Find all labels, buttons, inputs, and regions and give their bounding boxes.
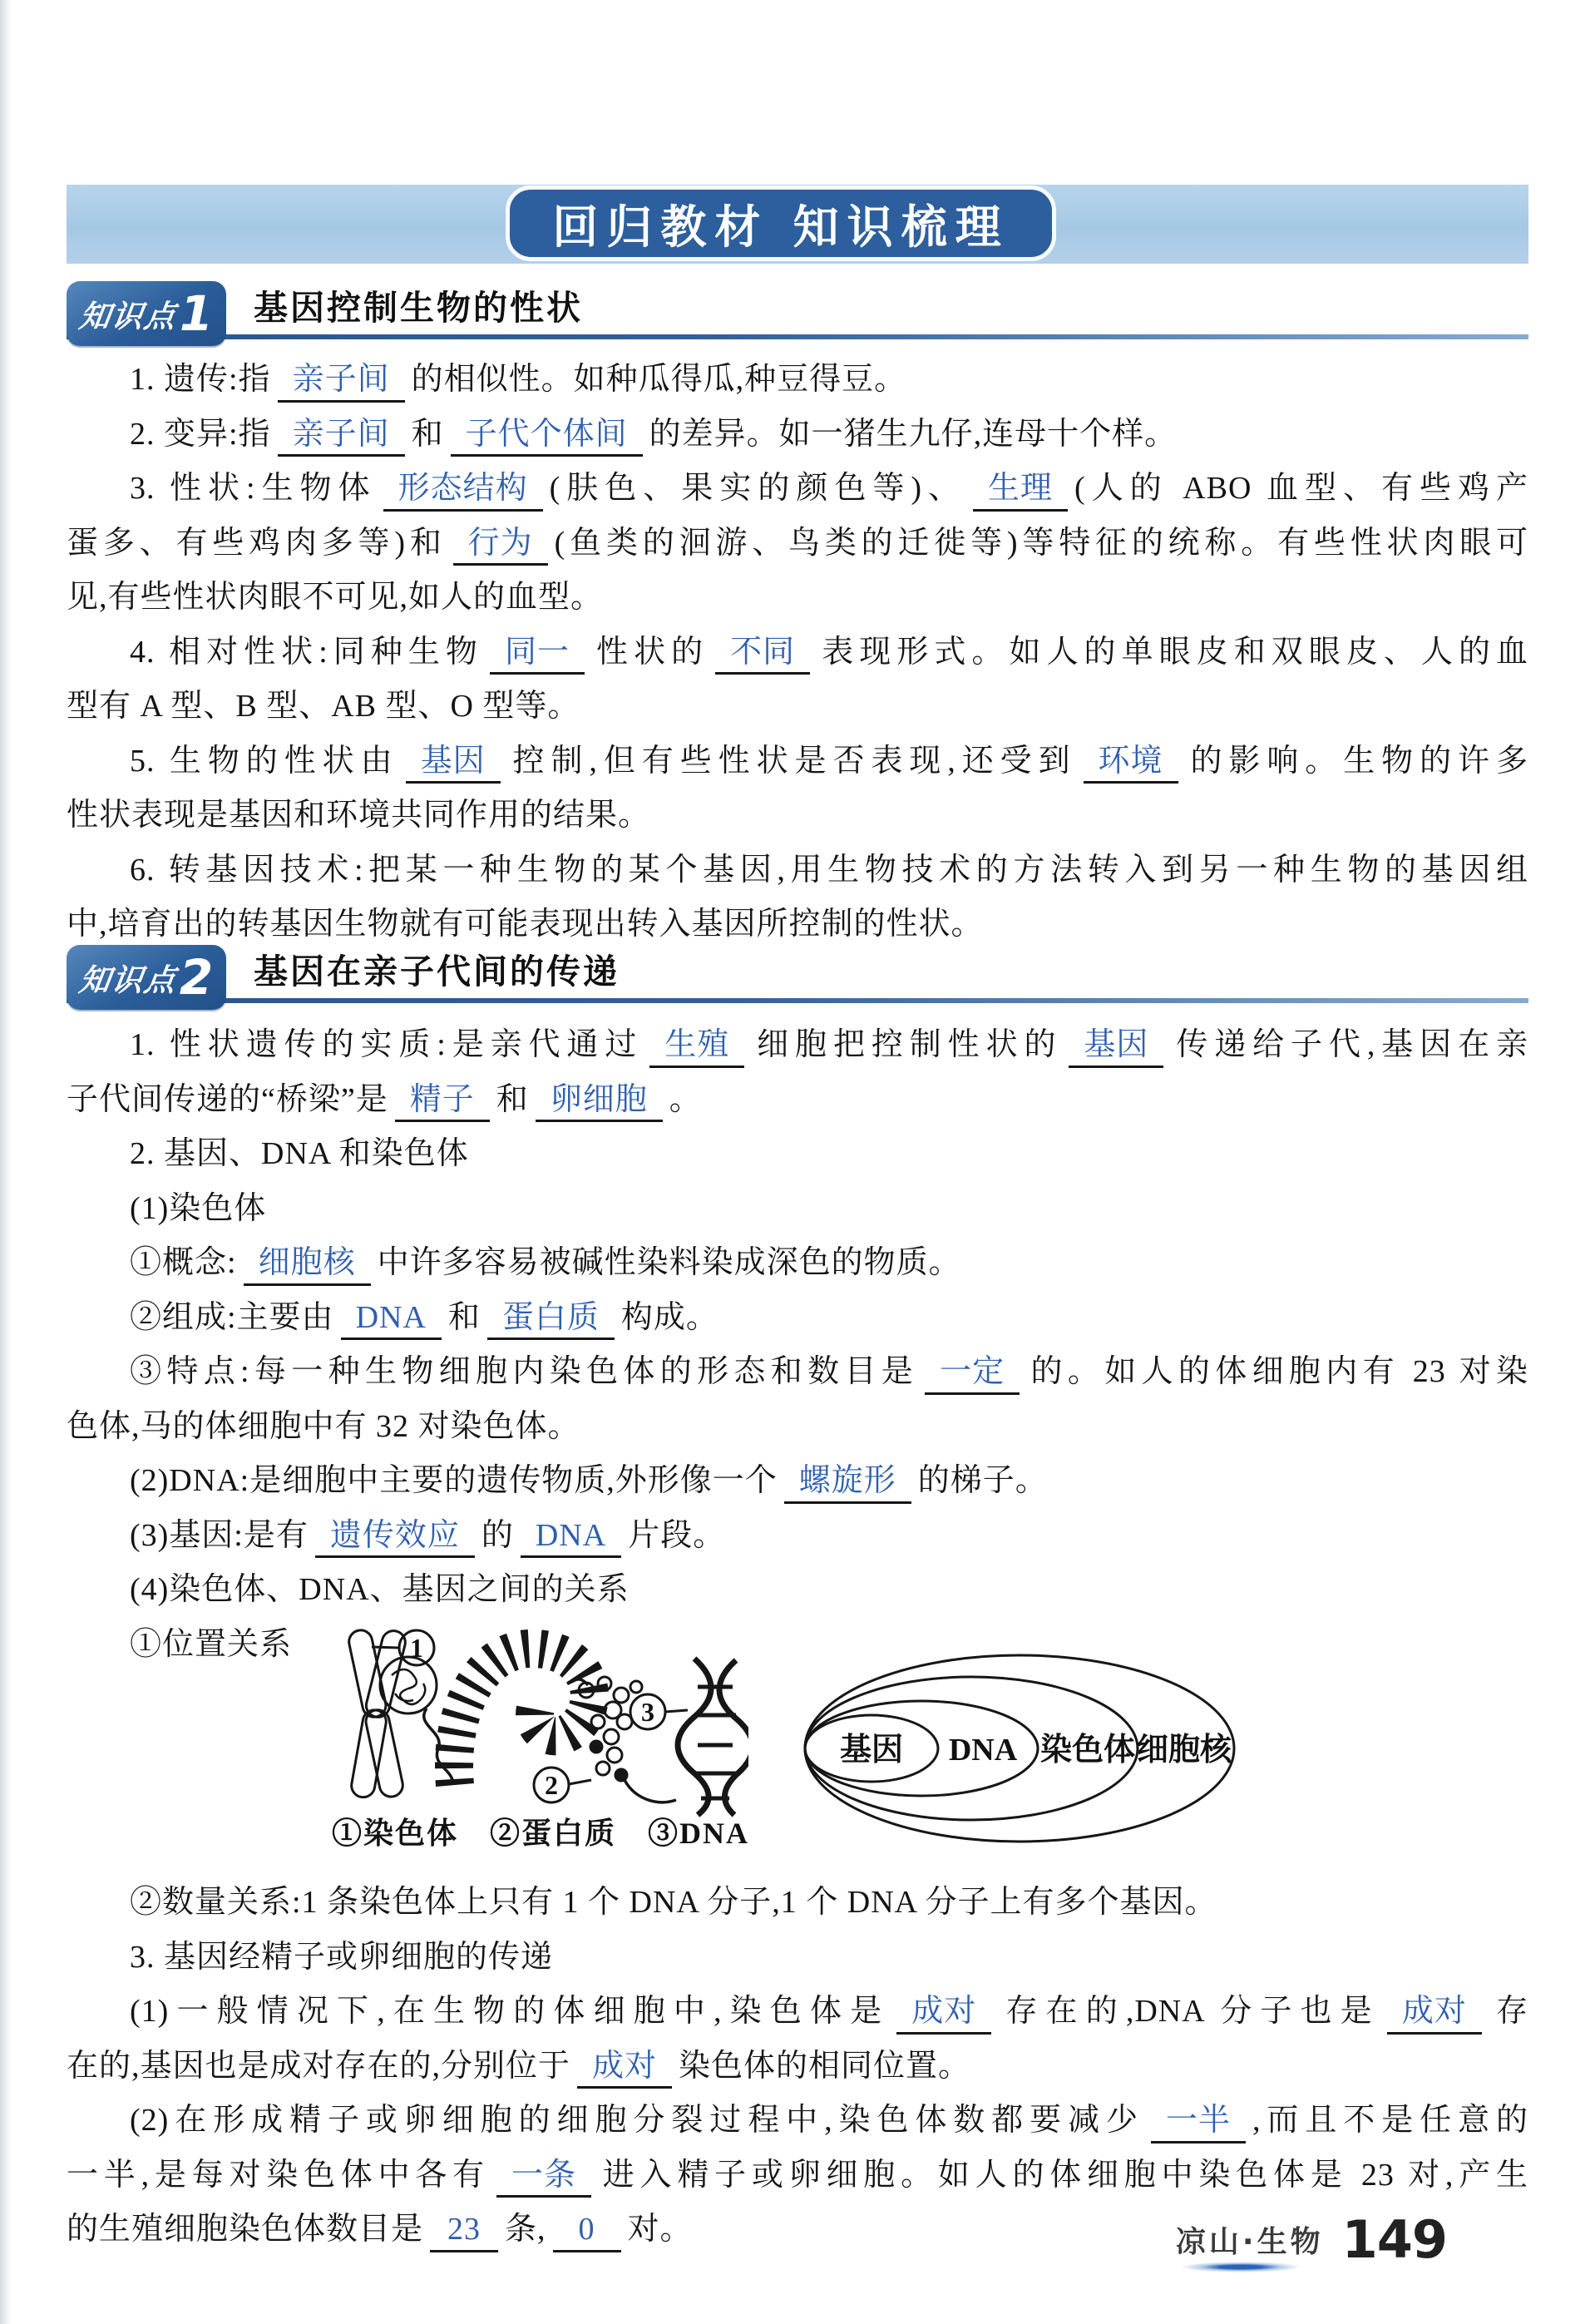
text-run: 染色体的相同位置。 bbox=[679, 2048, 971, 2084]
text-run: 表现形式。如人的单眼皮和双眼皮、人的血 bbox=[817, 634, 1528, 670]
scan-edge-shading bbox=[0, 0, 12, 2324]
text-run: 2. 变异:指 bbox=[130, 416, 271, 452]
nested-ellipse-diagram bbox=[798, 1644, 1239, 1853]
text-line bbox=[67, 353, 1528, 408]
text-line bbox=[67, 789, 1528, 843]
text-run: 和 bbox=[496, 1081, 529, 1117]
fill-in-blank-answer: 细胞核 bbox=[244, 1245, 371, 1286]
fill-in-blank-answer: 一半 bbox=[1151, 2103, 1246, 2144]
text-run: 构成。 bbox=[620, 1299, 718, 1335]
knowledge-point-number: 2 bbox=[179, 949, 214, 1006]
text-line bbox=[67, 1236, 1528, 1291]
fill-in-blank-answer: 遗传效应 bbox=[315, 1518, 475, 1559]
footer-swoosh-decoration bbox=[1181, 2262, 1301, 2272]
banner-title: 回归教材 知识梳理 bbox=[552, 200, 1010, 254]
fill-in-blank-answer: 一条 bbox=[496, 2158, 591, 2198]
text-run: ②数量关系:1 条染色体上只有 1 个 DNA 分子,1 个 DNA 分子上有多个基因。 bbox=[130, 1885, 1217, 1920]
text-run: 进入精子或卵细胞。如人的体细胞中染色体是 23 对,产生 bbox=[597, 2157, 1528, 2193]
label-gene: 基因 bbox=[839, 1733, 904, 1768]
text-line bbox=[67, 897, 1528, 952]
text-line bbox=[67, 1291, 1528, 1346]
text-run: 子代间传递的“桥梁”是 bbox=[67, 1081, 388, 1117]
text-run: 5. 生物的性状由 bbox=[130, 743, 399, 779]
fill-in-blank-answer: 0 bbox=[553, 2212, 621, 2252]
text-run: 的 bbox=[481, 1517, 514, 1553]
text-line bbox=[67, 462, 1528, 517]
text-run: ①概念: bbox=[130, 1245, 237, 1280]
text-line bbox=[67, 2094, 1528, 2148]
text-run: 1. 性状遗传的实质:是亲代通过 bbox=[130, 1027, 644, 1062]
text-run: 。 bbox=[669, 1081, 702, 1117]
fill-in-blank-answer: 行为 bbox=[453, 526, 548, 566]
fill-in-blank-answer: 环境 bbox=[1084, 744, 1178, 784]
text-line bbox=[67, 1400, 1528, 1455]
text-line bbox=[67, 1073, 1528, 1128]
fill-in-blank-answer: 23 bbox=[430, 2212, 498, 2252]
chromosome-unfolding-illustration bbox=[328, 1620, 748, 1820]
banner-title-pill bbox=[506, 185, 1056, 261]
text-run: ②组成:主要由 bbox=[130, 1299, 334, 1335]
text-run: 传递给子代,基因在亲 bbox=[1170, 1027, 1528, 1062]
chromosome-dna-figure bbox=[67, 1620, 1528, 1878]
label-dna: DNA bbox=[948, 1733, 1018, 1768]
callout-3 bbox=[630, 1694, 688, 1729]
fill-in-blank-answer: 卵细胞 bbox=[536, 1082, 663, 1123]
fill-in-blank-answer: 亲子间 bbox=[278, 362, 405, 403]
text-run: (鱼类的洄游、鸟类的迁徙等)等特征的统称。有些性状肉眼可 bbox=[554, 525, 1529, 561]
callout-2 bbox=[534, 1768, 591, 1802]
text-run: 3. 基因经精子或卵细胞的传递 bbox=[130, 1939, 554, 1975]
text-line bbox=[67, 1127, 1528, 1182]
section2-body-continued bbox=[67, 1876, 1528, 2257]
text-run: 色体,马的体细胞中有 32 对染色体。 bbox=[67, 1408, 580, 1444]
text-run: (肤色、果实的颜色等)、 bbox=[549, 471, 967, 506]
text-run: (3)基因:是有 bbox=[130, 1517, 309, 1553]
text-line bbox=[67, 1018, 1528, 1073]
text-line bbox=[67, 517, 1528, 571]
svg-text:3: 3 bbox=[641, 1697, 654, 1727]
fill-in-blank-answer: 生理 bbox=[973, 471, 1068, 512]
text-line bbox=[67, 1454, 1528, 1509]
fill-in-blank-answer: DNA bbox=[341, 1300, 442, 1341]
knowledge-point-1-badge bbox=[67, 281, 226, 346]
page-number: 149 bbox=[1341, 2209, 1447, 2270]
text-run: 蛋多、有些鸡肉多等)和 bbox=[67, 525, 447, 561]
text-run: 中,培育出的转基因生物就有可能表现出转入基因所控制的性状。 bbox=[67, 907, 984, 942]
section1-body bbox=[67, 353, 1528, 952]
section2-rule bbox=[67, 998, 1528, 1003]
text-run: 存在的,DNA 分子也是 bbox=[998, 1994, 1380, 2029]
text-run: 的差异。如一猪生九仔,连母十个样。 bbox=[649, 416, 1178, 452]
knowledge-point-label: 知识点 bbox=[77, 962, 180, 998]
text-run: 1. 遗传:指 bbox=[130, 362, 271, 397]
section1-title: 基因控制生物的性状 bbox=[254, 288, 583, 328]
text-run: 的相似性。如种瓜得瓜,种豆得豆。 bbox=[411, 362, 907, 397]
label-nucleus: 细胞核 bbox=[1136, 1733, 1232, 1768]
fill-in-blank-answer: 成对 bbox=[577, 2049, 672, 2089]
text-run: 2. 基因、DNA 和染色体 bbox=[130, 1136, 469, 1171]
text-run: 控制,但有些性状是否表现,还受到 bbox=[506, 743, 1077, 779]
fill-in-blank-answer: 成对 bbox=[896, 1994, 991, 2035]
text-run: (人的 ABO 血型、有些鸡产 bbox=[1074, 471, 1529, 506]
text-line bbox=[67, 2148, 1528, 2203]
text-run: 6. 转基因技术:把某一种生物的某个基因,用生物技术的方法转入到另一种生物的基因组 bbox=[130, 852, 1528, 888]
text-run: 在的,基因也是成对存在的,分别位于 bbox=[67, 2048, 571, 2084]
text-run: 4. 相对性状:同种生物 bbox=[130, 634, 483, 670]
figure-caption: ①染色体 ②蛋白质 ③DNA bbox=[332, 1817, 749, 1850]
footer-region-text: 凉山·生物 bbox=[1175, 2225, 1324, 2259]
fill-in-blank-answer: 亲子间 bbox=[278, 417, 405, 457]
section2-title: 基因在亲子代间的传递 bbox=[254, 952, 620, 991]
fill-in-blank-answer: 形态结构 bbox=[383, 471, 543, 512]
text-run: (1)染色体 bbox=[130, 1190, 267, 1226]
svg-text:1: 1 bbox=[410, 1633, 423, 1663]
text-run: 片段。 bbox=[628, 1517, 726, 1553]
fill-in-blank-answer: 基因 bbox=[1069, 1027, 1163, 1068]
knowledge-point-label: 知识点 bbox=[77, 299, 180, 334]
chromosome-shape bbox=[347, 1628, 407, 1799]
text-run: (4)染色体、DNA、基因之间的关系 bbox=[130, 1572, 630, 1607]
text-line bbox=[67, 734, 1528, 789]
fill-in-blank-answer: 基因 bbox=[406, 744, 501, 784]
text-run: 的。如人的体细胞内有 23 对染 bbox=[1026, 1354, 1528, 1389]
text-run: 见,有些性状肉眼不可见,如人的血型。 bbox=[67, 580, 604, 615]
section1-header bbox=[67, 281, 1528, 342]
text-line bbox=[67, 2040, 1528, 2094]
text-run: 对。 bbox=[627, 2212, 693, 2247]
fill-in-blank-answer: 生殖 bbox=[649, 1027, 744, 1068]
text-run: ①位置关系 bbox=[130, 1626, 293, 1662]
section2-body bbox=[67, 1018, 1528, 1672]
text-line bbox=[67, 1509, 1528, 1564]
text-run: (2)DNA:是细胞中主要的遗传物质,外形像一个 bbox=[130, 1463, 778, 1498]
fill-in-blank-answer: 蛋白质 bbox=[487, 1300, 615, 1341]
text-line bbox=[67, 1985, 1528, 2040]
fill-in-blank-answer: 成对 bbox=[1387, 1994, 1482, 2035]
footer-region-label bbox=[1176, 2218, 1324, 2261]
text-run: 条, bbox=[505, 2212, 546, 2247]
knowledge-point-number: 1 bbox=[179, 285, 214, 342]
text-line bbox=[67, 408, 1528, 462]
knowledge-point-2-badge bbox=[67, 945, 226, 1010]
text-line bbox=[67, 626, 1528, 680]
dna-helix bbox=[678, 1659, 748, 1815]
text-run: 的生殖细胞染色体数目是 bbox=[67, 2212, 424, 2247]
text-line bbox=[67, 1931, 1528, 1985]
section2-header bbox=[67, 945, 1528, 1006]
fill-in-blank-answer: 同一 bbox=[490, 635, 585, 675]
text-run: 细胞把控制性状的 bbox=[751, 1027, 1063, 1062]
section1-rule bbox=[67, 334, 1528, 339]
text-run: 3. 性状:生物体 bbox=[130, 471, 377, 506]
text-line bbox=[67, 1345, 1528, 1400]
text-line bbox=[67, 571, 1528, 626]
callout-1 bbox=[372, 1630, 434, 1665]
text-run: 的影响。生物的许多 bbox=[1184, 743, 1528, 779]
text-run: (2)在形成精子或卵细胞的细胞分裂过程中,染色体数都要减少 bbox=[130, 2103, 1144, 2138]
text-run: 和 bbox=[411, 416, 444, 452]
banner-strip bbox=[67, 185, 1528, 264]
text-run: 一半,是每对染色体中各有 bbox=[67, 2157, 490, 2193]
text-run: 的梯子。 bbox=[917, 1463, 1048, 1498]
fill-in-blank-answer: DNA bbox=[521, 1518, 621, 1559]
fill-in-blank-answer: 一定 bbox=[925, 1354, 1020, 1395]
text-run: 存 bbox=[1488, 1994, 1528, 2029]
text-line bbox=[67, 843, 1528, 898]
text-line bbox=[67, 1876, 1528, 1931]
text-run: ③特点:每一种生物细胞内染色体的形态和数目是 bbox=[130, 1354, 919, 1389]
text-line bbox=[67, 1182, 1528, 1237]
text-run: 型有 A 型、B 型、AB 型、O 型等。 bbox=[67, 689, 580, 724]
text-run: 中许多容易被碱性染料染成深色的物质。 bbox=[377, 1245, 961, 1280]
text-run: 和 bbox=[447, 1299, 481, 1335]
fill-in-blank-answer: 子代个体间 bbox=[451, 417, 643, 457]
chromatin-zoom-circle bbox=[380, 1657, 437, 1713]
text-run: 性状的 bbox=[591, 634, 709, 670]
text-line bbox=[67, 680, 1528, 734]
label-chromosome: 染色体 bbox=[1039, 1733, 1136, 1768]
fill-in-blank-answer: 精子 bbox=[395, 1082, 490, 1123]
text-run: ,而且不是任意的 bbox=[1252, 2103, 1528, 2138]
svg-text:2: 2 bbox=[545, 1770, 558, 1800]
text-line bbox=[67, 1563, 1528, 1618]
fill-in-blank-answer: 不同 bbox=[715, 635, 810, 675]
text-run: (1)一般情况下,在生物的体细胞中,染色体是 bbox=[130, 1994, 891, 2029]
page-footer bbox=[1176, 2209, 1447, 2270]
fill-in-blank-answer: 螺旋形 bbox=[784, 1463, 911, 1504]
coiled-fiber bbox=[454, 1649, 590, 1785]
text-run: 性状表现是基因和环境共同作用的结果。 bbox=[67, 798, 651, 833]
